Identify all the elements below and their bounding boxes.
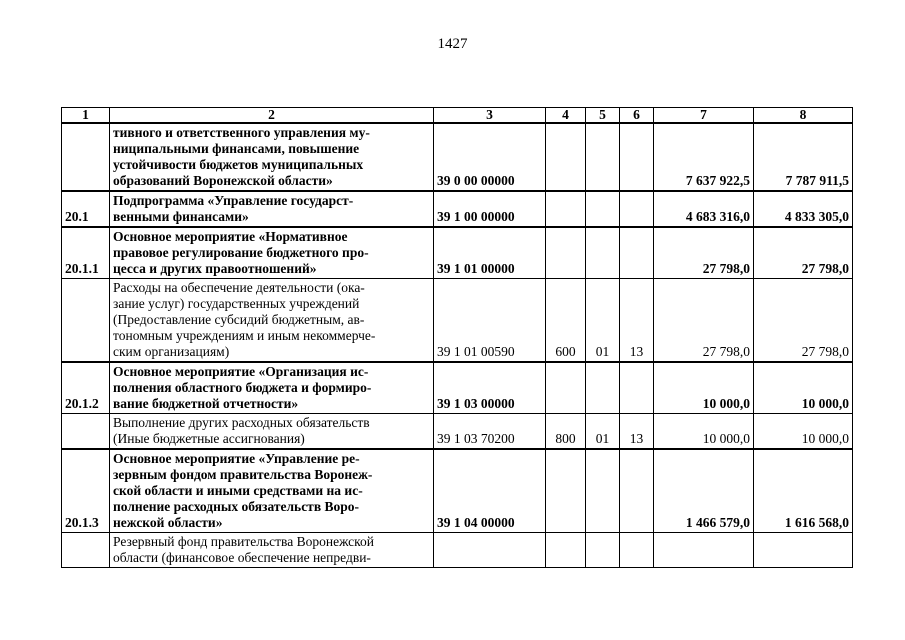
subsection-code: 13 (620, 414, 654, 450)
expense-type-code (546, 533, 586, 568)
description-line: нежской области» (113, 515, 223, 530)
expense-type-code (546, 123, 586, 191)
classification-code: 39 1 04 00000 (434, 449, 546, 533)
row-number (62, 279, 110, 363)
description-line: тономным учреждениям и иным некоммерче- (113, 328, 376, 343)
page-number: 1427 (437, 36, 468, 52)
description-line: устойчивости бюджетов муниципальных (113, 157, 364, 172)
expense-type-code (546, 191, 586, 227)
classification-code: 39 1 01 00000 (434, 227, 546, 279)
row-description (110, 123, 434, 191)
amount-year-2: 27 798,0 (754, 279, 853, 363)
description-line: тивного и ответственного управления му- (113, 125, 370, 140)
subsection-code (620, 449, 654, 533)
amount-year-1: 10 000,0 (654, 414, 754, 450)
table-row (62, 414, 853, 450)
header-cell: 4 (546, 108, 586, 124)
expense-type-code (546, 362, 586, 414)
description-line: вание бюджетной отчетности» (113, 396, 299, 411)
row-description (110, 533, 434, 568)
description-line: Основное мероприятие «Управление ре- (113, 451, 360, 466)
description-line: Основное мероприятие «Организация ис- (113, 364, 369, 379)
description-line: полнения областного бюджета и формиро- (113, 380, 372, 395)
description-line: образований Воронежской области» (113, 173, 333, 188)
description-line: зервным фондом правительства Воронеж- (113, 467, 373, 482)
amount-year-1: 1 466 579,0 (654, 449, 754, 533)
description-line: зание услуг) государственных учреждений (113, 296, 360, 311)
amount-year-1 (654, 533, 754, 568)
description-line: Резервный фонд правительства Воронежской (113, 534, 374, 549)
header-cell: 1 (62, 108, 110, 124)
expense-type-code: 600 (546, 279, 586, 363)
row-number: 20.1.3 (62, 449, 110, 533)
subsection-code (620, 362, 654, 414)
amount-year-1: 10 000,0 (654, 362, 754, 414)
row-description (110, 414, 434, 450)
description-line: ской области и иными средствами на ис- (113, 483, 363, 498)
description-line: правовое регулирование бюджетного про- (113, 245, 369, 260)
header-cell: 6 (620, 108, 654, 124)
subsection-code: 13 (620, 279, 654, 363)
expense-type-code (546, 449, 586, 533)
row-description (110, 227, 434, 279)
section-code: 01 (586, 279, 620, 363)
amount-year-2: 10 000,0 (754, 362, 853, 414)
table-row (62, 191, 853, 227)
description-line: (Иные бюджетные ассигнования) (113, 431, 305, 446)
subsection-code (620, 123, 654, 191)
row-number (62, 123, 110, 191)
section-code (586, 362, 620, 414)
subsection-code (620, 227, 654, 279)
header-cell: 8 (754, 108, 853, 124)
description-line: (Предоставление субсидий бюджетным, ав- (113, 312, 365, 327)
amount-year-1: 27 798,0 (654, 279, 754, 363)
description-line: ниципальными финансами, повышение (113, 141, 360, 156)
description-line: Основное мероприятие «Нормативное (113, 229, 348, 244)
expense-type-code: 800 (546, 414, 586, 450)
description-line: области (финансовое обеспечение непредви- (113, 550, 371, 565)
classification-code: 39 1 03 00000 (434, 362, 546, 414)
header-row (62, 108, 853, 124)
table-row (62, 362, 853, 414)
classification-code: 39 1 00 00000 (434, 191, 546, 227)
table-row (62, 279, 853, 363)
row-number: 20.1 (62, 191, 110, 227)
classification-code: 39 1 01 00590 (434, 279, 546, 363)
expense-type-code (546, 227, 586, 279)
header-cell: 3 (434, 108, 546, 124)
classification-code (434, 533, 546, 568)
row-number (62, 533, 110, 568)
section-code (586, 123, 620, 191)
table-row (62, 533, 853, 568)
row-number: 20.1.1 (62, 227, 110, 279)
amount-year-2: 7 787 911,5 (754, 123, 853, 191)
row-number: 20.1.2 (62, 362, 110, 414)
section-code (586, 533, 620, 568)
section-code (586, 449, 620, 533)
row-description (110, 362, 434, 414)
amount-year-2 (754, 533, 853, 568)
row-description (110, 449, 434, 533)
row-description (110, 191, 434, 227)
table-row (62, 227, 853, 279)
description-line: полнение расходных обязательств Воро- (113, 499, 359, 514)
description-line: Выполнение других расходных обязательств (113, 415, 370, 430)
table-body (62, 123, 853, 568)
amount-year-2: 27 798,0 (754, 227, 853, 279)
table-row (62, 123, 853, 191)
budget-table (61, 107, 853, 568)
section-code (586, 227, 620, 279)
header-cell: 2 (110, 108, 434, 124)
section-code (586, 191, 620, 227)
table-row (62, 449, 853, 533)
classification-code: 39 0 00 00000 (434, 123, 546, 191)
header-cell: 7 (654, 108, 754, 124)
description-line: ским организациям) (113, 344, 230, 359)
amount-year-1: 27 798,0 (654, 227, 754, 279)
row-number (62, 414, 110, 450)
section-code: 01 (586, 414, 620, 450)
amount-year-1: 7 637 922,5 (654, 123, 754, 191)
classification-code: 39 1 03 70200 (434, 414, 546, 450)
description-line: цесса и других правоотношений» (113, 261, 317, 276)
amount-year-1: 4 683 316,0 (654, 191, 754, 227)
subsection-code (620, 191, 654, 227)
header-cell: 5 (586, 108, 620, 124)
subsection-code (620, 533, 654, 568)
amount-year-2: 10 000,0 (754, 414, 853, 450)
amount-year-2: 1 616 568,0 (754, 449, 853, 533)
amount-year-2: 4 833 305,0 (754, 191, 853, 227)
description-line: венными финансами» (113, 209, 249, 224)
description-line: Расходы на обеспечение деятельности (ока- (113, 280, 365, 295)
description-line: Подпрограмма «Управление государст- (113, 193, 354, 208)
row-description (110, 279, 434, 363)
